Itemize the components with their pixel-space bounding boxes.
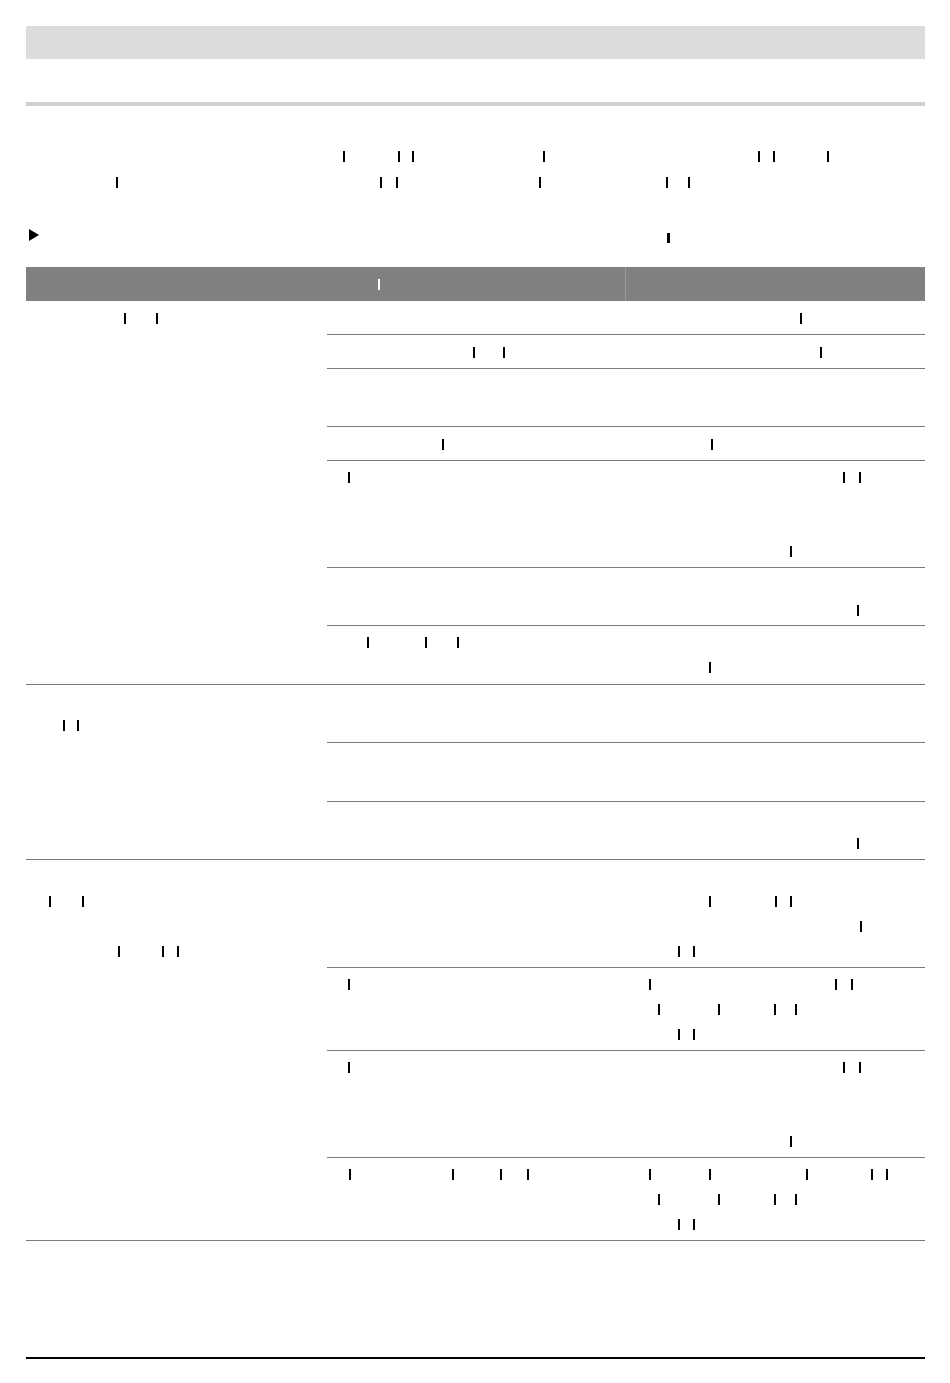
text-glyph (82, 896, 84, 907)
text-glyph (773, 151, 775, 162)
text-glyph (667, 233, 670, 243)
text-glyph (851, 979, 853, 990)
row-divider (327, 460, 925, 461)
page-footer-rule (26, 1357, 925, 1359)
text-glyph (693, 1029, 695, 1040)
row-divider (327, 967, 925, 968)
text-glyph (348, 472, 350, 483)
header-column-divider (625, 267, 626, 301)
row-divider (327, 1050, 925, 1051)
text-glyph (758, 151, 760, 162)
text-glyph (871, 1169, 873, 1180)
text-glyph (688, 177, 690, 188)
text-glyph (539, 177, 541, 188)
text-glyph (859, 1062, 861, 1073)
row-divider (327, 742, 925, 743)
text-glyph (348, 979, 350, 990)
text-glyph (116, 177, 118, 188)
text-glyph (162, 946, 164, 957)
text-glyph (790, 1136, 792, 1147)
text-glyph (859, 472, 861, 483)
text-glyph (412, 151, 414, 162)
text-glyph (156, 313, 158, 324)
row-divider (327, 334, 925, 335)
text-glyph (49, 896, 51, 907)
text-glyph (795, 1004, 797, 1015)
text-glyph (457, 637, 459, 648)
text-glyph (343, 151, 345, 162)
text-glyph (835, 979, 837, 990)
text-glyph (800, 313, 802, 324)
text-glyph (790, 896, 792, 907)
row-divider (327, 368, 925, 369)
text-glyph (348, 1062, 350, 1073)
text-glyph (693, 946, 695, 957)
text-glyph (543, 151, 545, 162)
text-glyph (820, 347, 822, 358)
text-glyph (658, 1004, 660, 1015)
text-glyph (503, 347, 505, 358)
text-glyph (349, 1169, 351, 1180)
text-glyph (678, 1029, 680, 1040)
text-glyph (649, 979, 651, 990)
text-glyph (709, 896, 711, 907)
header-divider (26, 102, 925, 106)
text-glyph (860, 921, 862, 932)
text-glyph (380, 177, 382, 188)
text-glyph (806, 1169, 808, 1180)
text-glyph (711, 439, 713, 450)
row-divider (327, 426, 925, 427)
text-glyph (774, 1194, 776, 1205)
text-glyph (527, 1169, 529, 1180)
column-header-1 (378, 279, 380, 290)
text-glyph (678, 946, 680, 957)
table-bottom-border (26, 1240, 925, 1241)
text-glyph (658, 1194, 660, 1205)
text-glyph (790, 546, 792, 557)
text-glyph (63, 720, 65, 731)
play-arrow-icon (29, 229, 39, 241)
row-divider (327, 801, 925, 802)
text-glyph (442, 439, 444, 450)
text-glyph (709, 1169, 711, 1180)
text-glyph (367, 637, 369, 648)
page-header-band (26, 26, 925, 59)
text-glyph (649, 1169, 651, 1180)
group-divider (26, 859, 925, 860)
text-glyph (718, 1004, 720, 1015)
text-glyph (886, 1169, 888, 1180)
table-header (26, 267, 925, 301)
text-glyph (775, 896, 777, 907)
text-glyph (666, 177, 668, 188)
text-glyph (843, 1062, 845, 1073)
group-divider (26, 684, 925, 685)
text-glyph (398, 151, 400, 162)
text-glyph (77, 720, 79, 731)
text-glyph (425, 637, 427, 648)
text-glyph (124, 313, 126, 324)
text-glyph (857, 605, 859, 616)
text-glyph (118, 946, 120, 957)
text-glyph (857, 838, 859, 849)
text-glyph (500, 1169, 502, 1180)
text-glyph (795, 1194, 797, 1205)
text-glyph (693, 1219, 695, 1230)
row-divider (327, 1157, 925, 1158)
text-glyph (396, 177, 398, 188)
text-glyph (473, 347, 475, 358)
text-glyph (843, 472, 845, 483)
text-glyph (718, 1194, 720, 1205)
text-glyph (827, 151, 829, 162)
row-divider (327, 567, 925, 568)
text-glyph (774, 1004, 776, 1015)
text-glyph (678, 1219, 680, 1230)
row-divider (327, 625, 925, 626)
text-glyph (177, 946, 179, 957)
text-glyph (709, 662, 711, 673)
text-glyph (452, 1169, 454, 1180)
